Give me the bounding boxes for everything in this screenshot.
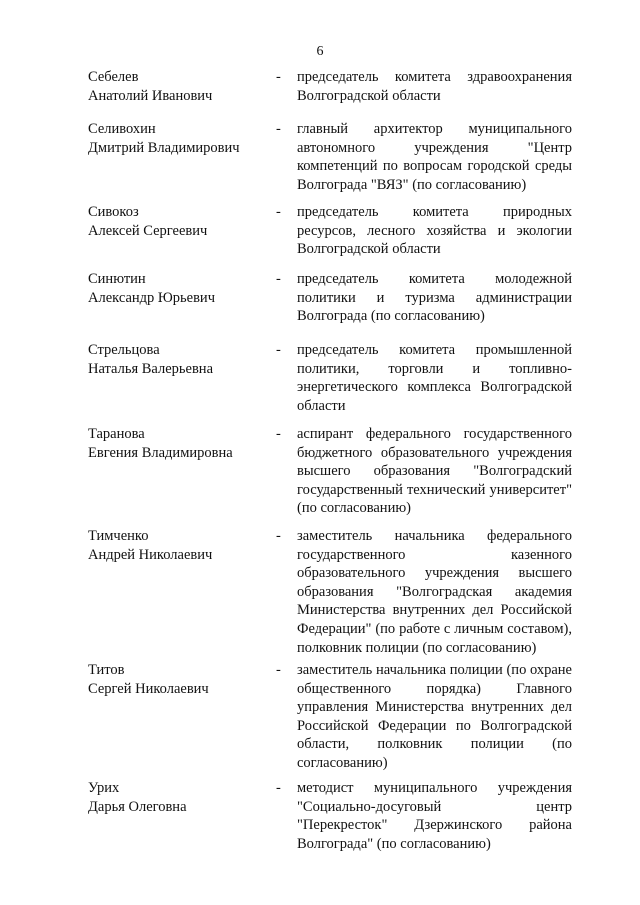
- member-name: [88, 779, 268, 816]
- member-given-names: Дарья Олеговна: [88, 798, 187, 815]
- member-position: председатель комитета молодежной политики и туризма администрации Волгограда (по согласованию): [297, 271, 572, 325]
- member-name: [88, 68, 268, 105]
- member-position: председатель комитета природных ресурсов, лесного хозяйства и экологии Волгоградской области: [297, 204, 572, 258]
- member-name: [88, 425, 268, 462]
- member-position: председатель комитета промышленной политики, торговли и топливно-энергетического комплекса Волгоградской области: [297, 342, 572, 414]
- separator-dash: -: [276, 662, 281, 678]
- member-surname: Таранова: [88, 426, 145, 442]
- member-given-names: Анатолий Иванович: [88, 87, 213, 104]
- member-position: заместитель начальника полиции (по охране общественного порядка) Главного управления Министерства внутренних дел Российской Федерации по Волгоградской области, полковник полиции (по согласованию): [297, 662, 572, 771]
- member-surname: Синютин: [88, 271, 146, 287]
- member-name: [88, 120, 268, 157]
- separator-dash: -: [276, 342, 281, 358]
- member-position: аспирант федерального государственного бюджетного образовательного учреждения высшего образования "Волгоградский государственный технический университет" (по согласованию): [297, 426, 572, 517]
- member-name: [88, 341, 268, 378]
- separator-dash: -: [276, 204, 281, 220]
- member-surname: Титов: [88, 662, 125, 678]
- member-surname: Стрельцова: [88, 342, 160, 358]
- separator-dash: -: [276, 121, 281, 137]
- member-surname: Себелев: [88, 69, 139, 85]
- member-surname: Тимченко: [88, 528, 149, 544]
- member-name: [88, 661, 268, 698]
- member-name: [88, 203, 268, 240]
- separator-dash: -: [276, 780, 281, 796]
- member-position: главный архитектор муниципального автономного учреждения "Центр компетенций по вопросам городской среды Волгограда "ВЯЗ" (по согласованию): [297, 121, 572, 193]
- separator-dash: -: [276, 69, 281, 85]
- member-given-names: Дмитрий Владимирович: [88, 139, 240, 156]
- member-name: [88, 527, 268, 564]
- member-name: [88, 270, 268, 307]
- member-given-names: Сергей Николаевич: [88, 680, 209, 697]
- separator-dash: -: [276, 271, 281, 287]
- member-given-names: Александр Юрьевич: [88, 289, 215, 306]
- member-position: заместитель начальника федерального государственного казенного образовательного учреждения высшего образования "Волгоградская академия Министерства внутренних дел Российской Федерации" (по работе с личным составом), полковник полиции (по согласованию): [297, 528, 572, 656]
- page-number: 6: [316, 44, 324, 59]
- member-surname: Сивокоз: [88, 204, 139, 220]
- member-position: методист муниципального учреждения "Социально-досуговый центр "Перекресток" Дзержинского района Волгограда" (по согласованию): [297, 780, 572, 852]
- member-surname: Урих: [88, 780, 120, 796]
- member-position: председатель комитета здравоохранения Волгоградской области: [297, 69, 572, 104]
- member-given-names: Наталья Валерьевна: [88, 360, 213, 377]
- separator-dash: -: [276, 426, 281, 442]
- member-given-names: Евгения Владимировна: [88, 444, 233, 461]
- member-given-names: Андрей Николаевич: [88, 546, 213, 563]
- separator-dash: -: [276, 528, 281, 544]
- member-given-names: Алексей Сергеевич: [88, 222, 208, 239]
- member-surname: Селивохин: [88, 121, 156, 137]
